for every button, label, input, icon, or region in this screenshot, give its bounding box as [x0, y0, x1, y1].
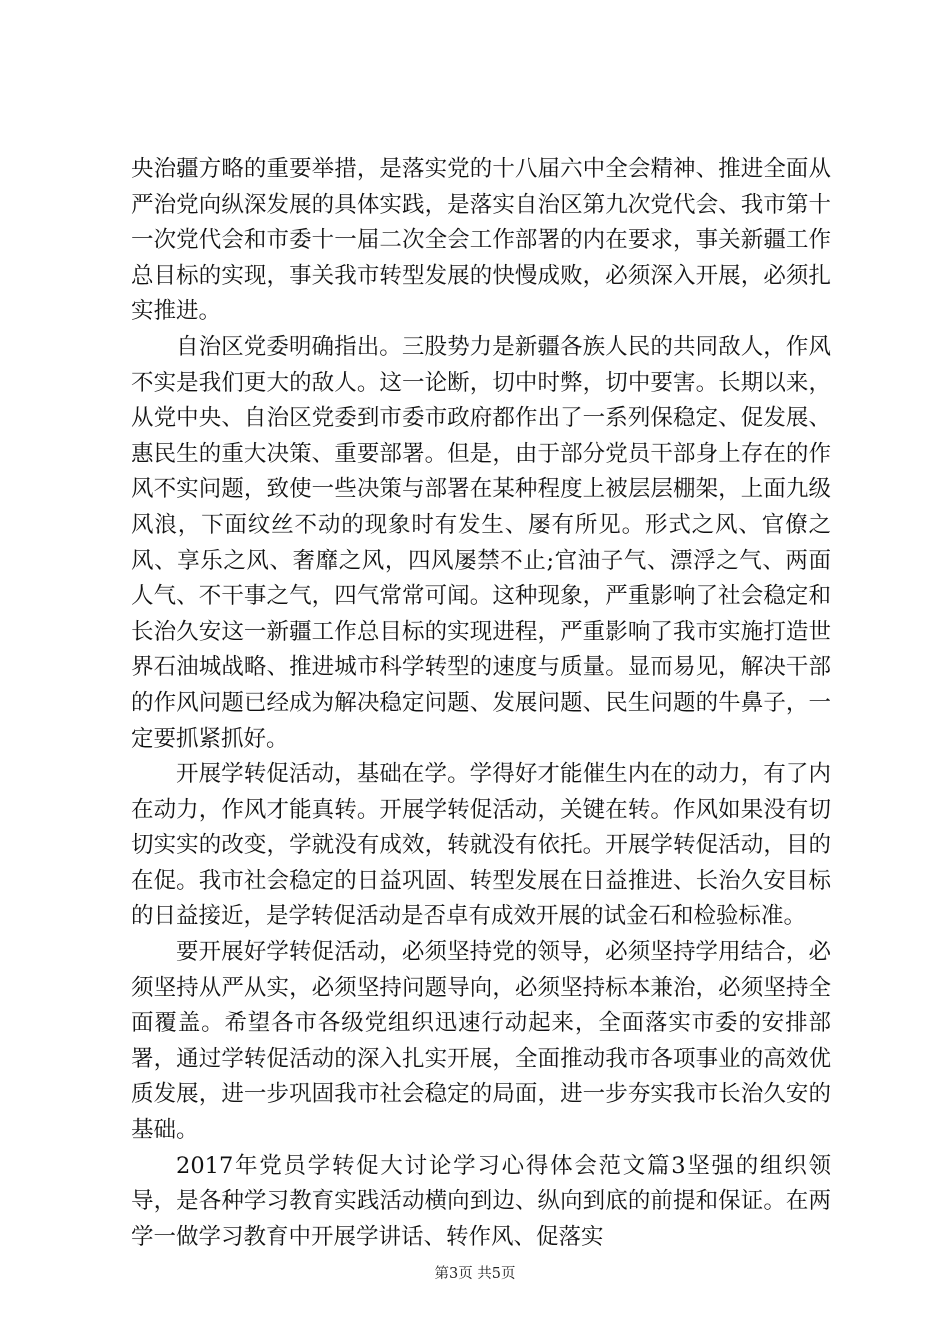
paragraph-3: 开展学转促活动，基础在学。学得好才能催生内在的动力，有了内在动力，作风才能真转。开展学转促活动，关键在转。作风如果没有切切实实的改变，学就没有成效，转就没有依托。开展学转促活动，目的在促。我市社会稳定的日益巩固、转型发展在日益推进、长治久安目标的日益接近，是学转促活动是否卓有成效开展的试金石和检验标准。	[131, 761, 831, 930]
document-body	[131, 152, 831, 1255]
page-number-footer: 第3页 共5页	[434, 1266, 516, 1282]
paragraph-1: 央治疆方略的重要举措，是落实党的十八届六中全会精神、推进全面从严治党向纵深发展的具体实践，是落实自治区第九次党代会、我市第十一次党代会和市委十一届二次全会工作部署的内在要求，事关新疆工作总目标的实现，事关我市转型发展的快慢成败，必须深入开展，必须扎实推进。	[131, 156, 831, 325]
paragraph-2: 自治区党委明确指出。三股势力是新疆各族人民的共同敌人，作风不实是我们更大的敌人。这一论断，切中时弊，切中要害。长期以来，从党中央、自治区党委到市委市政府都作出了一系列保稳定、促发展、惠民生的重大决策、重要部署。但是，由于部分党员干部身上存在的作风不实问题，致使一些决策与部署在某种程度上被层层棚架，上面九级风浪，下面纹丝不动的现象时有发生、屡有所见。形式之风、官僚之风、享乐之风、奢靡之风，四风屡禁不止;官油子气、漂浮之气、两面人气、不干事之气，四气常常可闻。这种现象，严重影响了社会稳定和长治久安这一新疆工作总目标的实现进程，严重影响了我市实施打造世界石油城战略、推进城市科学转型的速度与质量。显而易见，解决干部的作风问题已经成为解决稳定问题、发展问题、民生问题的牛鼻子，一定要抓紧抓好。	[131, 333, 831, 752]
paragraph-5: 2017年党员学转促大讨论学习心得体会范文篇3坚强的组织领导，是各种学习教育实践活动横向到边、纵向到底的前提和保证。在两学一做学习教育中开展学讲话、转作风、促落实	[131, 1152, 831, 1250]
paragraph-4: 要开展好学转促活动，必须坚持党的领导，必须坚持学用结合，必须坚持从严从实，必须坚持问题导向，必须坚持标本兼治，必须坚持全面覆盖。希望各市各级党组织迅速行动起来，全面落实市委的安排部署，通过学转促活动的深入扎实开展，全面推动我市各项事业的高效优质发展，进一步巩固我市社会稳定的局面，进一步夯实我市长治久安的基础。	[131, 939, 831, 1144]
